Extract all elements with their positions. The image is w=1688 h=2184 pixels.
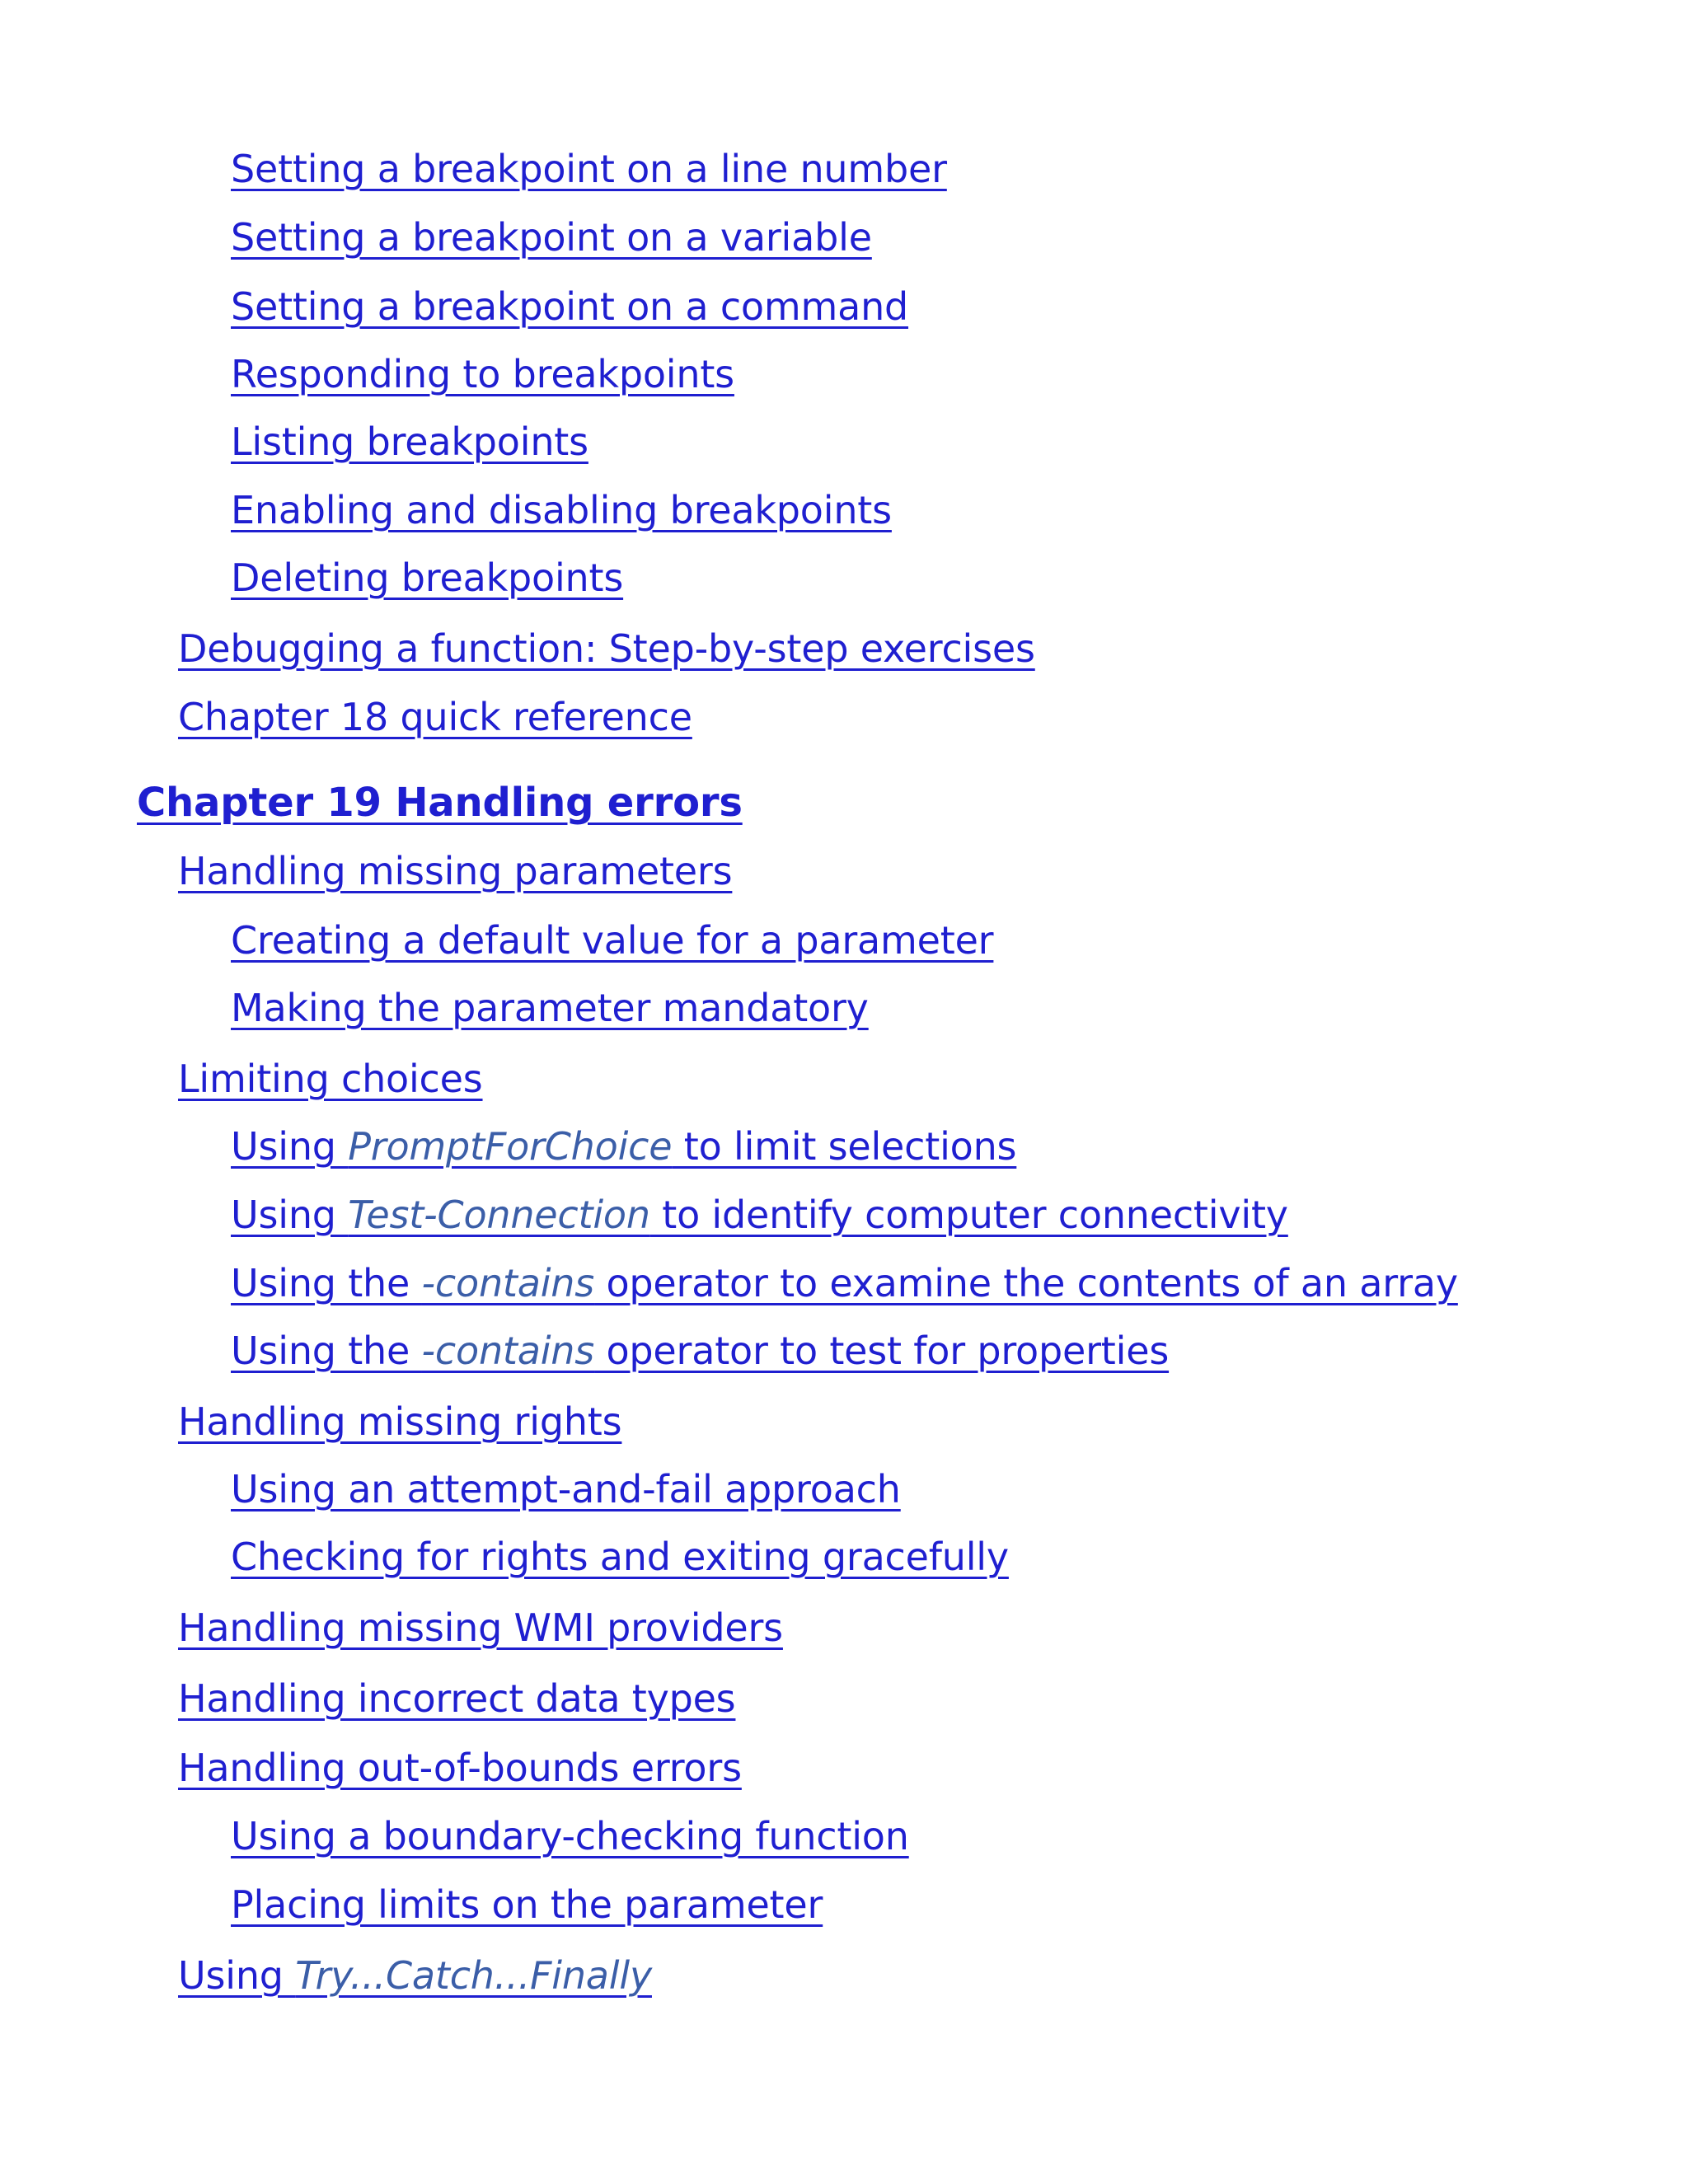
toc-link-text: Deleting breakpoints — [231, 555, 624, 600]
toc-link[interactable] — [231, 553, 623, 602]
toc-link[interactable] — [231, 983, 869, 1033]
toc-link-text: operator to test for properties — [594, 1329, 1170, 1373]
toc-link-text: operator to examine the contents of an array — [594, 1261, 1458, 1305]
toc-link-text: Limiting choices — [178, 1057, 483, 1101]
toc-link[interactable] — [178, 624, 1035, 673]
toc-link-text: to identify computer connectivity — [649, 1193, 1288, 1237]
toc-link[interactable] — [231, 213, 872, 262]
toc-link-text: Handling missing parameters — [178, 849, 733, 893]
toc-link-text: Using a boundary-checking function — [231, 1814, 909, 1858]
toc-link-text: Setting a breakpoint on a variable — [231, 215, 872, 260]
toc-link-text: to limit selections — [672, 1124, 1017, 1169]
toc-link[interactable] — [178, 1054, 483, 1104]
toc-link-text: Making the parameter mandatory — [231, 986, 869, 1030]
toc-link-text: Chapter 19 Handling errors — [137, 780, 743, 826]
toc-code-term: PromptForChoice — [348, 1124, 673, 1169]
toc-link[interactable] — [178, 1674, 735, 1723]
toc-link-text: Setting a breakpoint on a command — [231, 284, 909, 329]
toc-link[interactable] — [231, 1190, 1288, 1240]
toc-link-text: Enabling and disabling breakpoints — [231, 488, 892, 532]
toc-link[interactable] — [231, 1880, 823, 1929]
toc-link-text: Using the — [231, 1261, 422, 1305]
toc-link-text: Debugging a function: Step-by-step exercises — [178, 626, 1035, 671]
toc-link-text: Placing limits on the parameter — [231, 1882, 823, 1927]
toc-code-term: -contains — [421, 1329, 595, 1373]
toc-link-text: Using — [231, 1193, 349, 1237]
toc-link[interactable] — [178, 692, 692, 742]
toc-link[interactable] — [231, 349, 734, 399]
toc-link-text: Checking for rights and exiting gracefully — [231, 1535, 1009, 1579]
toc-link-text: Listing breakpoints — [231, 419, 588, 464]
toc-link-text: Using — [231, 1124, 349, 1169]
toc-link-text: Handling missing WMI providers — [178, 1605, 783, 1650]
toc-link[interactable] — [178, 1603, 783, 1652]
toc-link[interactable] — [231, 282, 908, 331]
toc-link[interactable] — [231, 485, 892, 535]
toc-link[interactable] — [231, 1811, 909, 1861]
toc-link[interactable] — [231, 1258, 1458, 1308]
toc-link[interactable] — [178, 846, 732, 896]
toc-link[interactable] — [178, 1397, 621, 1446]
toc-link-text: Chapter 18 quick reference — [178, 695, 692, 739]
toc-link[interactable] — [231, 144, 947, 194]
toc-link[interactable] — [231, 1122, 1016, 1171]
toc-link[interactable] — [231, 417, 588, 466]
toc-link-text: Responding to breakpoints — [231, 352, 734, 396]
toc-link[interactable] — [231, 1465, 901, 1514]
toc-link-text: Using — [178, 1953, 296, 1998]
toc-link[interactable] — [178, 1951, 652, 2000]
toc-link-text: Creating a default value for a parameter — [231, 918, 994, 963]
toc-link[interactable] — [231, 916, 993, 965]
toc-code-term: Test-Connection — [348, 1193, 650, 1237]
toc-link-text: Setting a breakpoint on a line number — [231, 147, 947, 191]
toc-code-term: -contains — [421, 1261, 595, 1305]
toc-chapter-link[interactable] — [137, 778, 743, 827]
toc-code-term: Try...Catch...Finally — [295, 1953, 652, 1998]
toc-link-text: Using an attempt-and-fail approach — [231, 1467, 901, 1511]
toc-link[interactable] — [231, 1532, 1009, 1582]
toc-link-text: Handling missing rights — [178, 1399, 622, 1444]
toc-link-text: Handling incorrect data types — [178, 1676, 736, 1721]
toc-link-text: Handling out-of-bounds errors — [178, 1746, 742, 1790]
toc-link[interactable] — [178, 1743, 742, 1793]
toc-link-text: Using the — [231, 1329, 422, 1373]
toc-link[interactable] — [231, 1326, 1169, 1376]
